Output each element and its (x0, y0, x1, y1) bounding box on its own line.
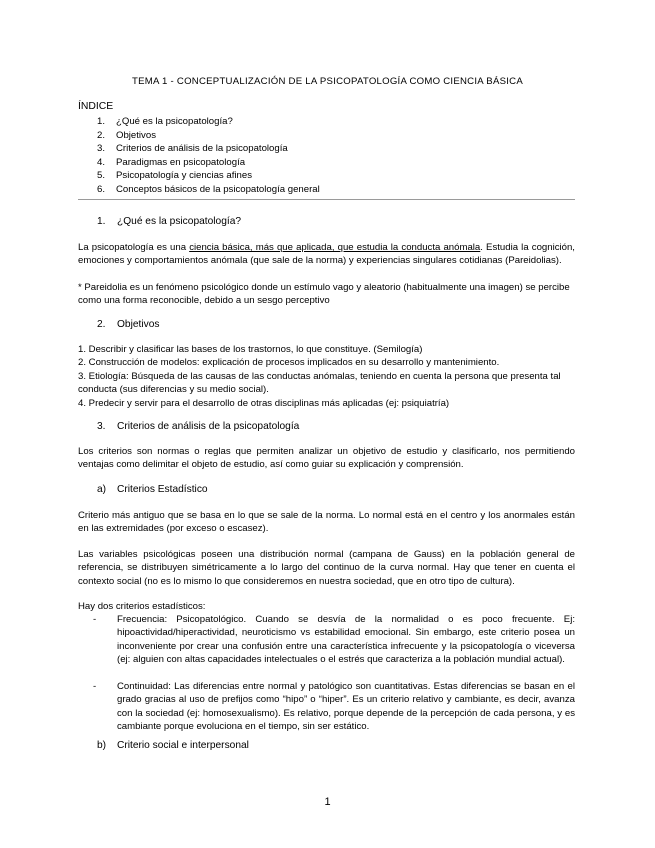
objective-item: 1. Describir y clasificar las bases de los trastornos, lo que constituye. (Semilogía) (78, 344, 423, 355)
toc-number: 4. (97, 156, 106, 168)
section-1-heading (97, 216, 241, 227)
list-item (93, 680, 575, 734)
statistical-criteria-list (93, 613, 575, 734)
underlined-text: ciencia básica, más que aplicada, que estudia la conducta anómala (189, 242, 481, 253)
bullet-text: Frecuencia: Psicopatológico. Cuando se desvía de la normalidad o es poco frecuente. Ej: hipoactividad/hiperactividad, neuroticismo vs estabilidad emocional. Sin embargo, este criterio posea un inconveniente por crear una confusión entre una característica infrecuente y la psicopatología o viceversa (ej: alguien con altas capacidades intelectuales o el estrés que caracteriza a la población mundial actual). (117, 614, 575, 666)
subsection-a-heading (97, 484, 208, 495)
objective-item: 4. Predecir y servir para el desarrollo de otras disciplinas más aplicadas (ej: psiquiatría) (78, 397, 450, 409)
section-number: 3. (97, 421, 106, 432)
section-2-heading (97, 319, 159, 330)
toc-text: Conceptos básicos de la psicopatología general (116, 183, 320, 195)
toc-number: 6. (97, 183, 106, 195)
pareidolia-note: * Pareidolia es un fenómeno psicológico donde un estímulo vago y aleatorio (habitualmente una imagen) se percibe como una forma reconocible, debido a un sesgo perceptivo (78, 282, 570, 307)
subsection-b-heading (97, 740, 249, 751)
bullet-dash: - (93, 614, 97, 625)
document-title: TEMA 1 - CONCEPTUALIZACIÓN DE LA PSICOPATOLOGÍA COMO CIENCIA BÁSICA (132, 76, 523, 87)
toc-item (97, 156, 320, 170)
subsection-title: Criterio social e interpersonal (117, 740, 249, 751)
toc-text: Objetivos (116, 129, 156, 141)
objectives-list (78, 343, 575, 410)
gauss-paragraph: Las variables psicológicas poseen una distribución normal (campana de Gauss) en la población general de referencia, se distribuyen simétricamente a lo largo del continuo de la curva normal. Hay que tener en cuenta el contexto social (no es lo mismo lo que consideremos en nuestra sociedad, que en otro tipo de cultura). (78, 549, 575, 587)
section-title: Objetivos (117, 319, 160, 330)
toc-number: 5. (97, 170, 106, 182)
toc-item (97, 129, 320, 143)
toc-text: ¿Qué es la psicopatología? (116, 116, 233, 127)
section-title: Criterios de análisis de la psicopatología (117, 421, 300, 432)
objective-item: 3. Etiología: Búsqueda de las causas de las conductas anómalas, teniendo en cuenta la persona que presenta tal conducta (sus diferencias y su medio social). (78, 370, 561, 396)
toc-item (97, 183, 320, 197)
section-title: ¿Qué es la psicopatología? (117, 216, 242, 227)
index-label: ÍNDICE (78, 101, 114, 112)
horizontal-divider (78, 199, 575, 200)
section-number: 2. (97, 319, 106, 330)
text-run: . Estudia la cognición, emociones y comportamientos anómala (que sale de la norma) y experiencias singulares cotidianas (Pareidolias). (78, 242, 575, 267)
toc-text: Paradigmas en psicopatología (116, 156, 246, 168)
toc-item (97, 115, 320, 129)
toc-number: 1. (97, 116, 106, 127)
toc-number: 3. (97, 143, 106, 155)
section-1-paragraph (78, 241, 575, 268)
statistical-criteria-lead: Hay dos criterios estadísticos: (78, 601, 206, 612)
criteria-intro: Los criterios son normas o reglas que permiten analizar un objetivo de estudio y clasificarlo, nos permitiendo ventajas como delimitar el objeto de estudio, así como guiar su explicación y comprensión. (78, 446, 575, 471)
subsection-label: b) (97, 740, 107, 751)
table-of-contents (97, 115, 320, 197)
statistical-criterion-paragraph: Criterio más antiguo que se basa en lo que se sale de la norma. Lo normal está en el centro y los anormales están en las extremidades (por exceso o escasez). (78, 510, 575, 535)
toc-text: Psicopatología y ciencias afines (116, 170, 252, 182)
bullet-dash: - (93, 681, 97, 693)
toc-number: 2. (97, 129, 106, 141)
subsection-label: a) (97, 484, 107, 495)
toc-item (97, 169, 320, 183)
section-number: 1. (97, 216, 106, 227)
bullet-text: Continuidad: Las diferencias entre normal y patológico son cuantitativas. Estas diferencias se basan en el grado gracias al uso de prefijos como “hipo” o “hiper”. Es un criterio relativo y cambiante, es decir, avanza con la sociedad (ej: homosexualismo). Es relativo, porque depende de la percepción de cada persona, y es cambiante porque evoluciona en el tiempo, sin ser estático. (117, 681, 575, 733)
toc-text: Criterios de análisis de la psicopatología (116, 143, 288, 155)
page-number: 1 (324, 796, 331, 808)
objective-item: 2. Construcción de modelos: explicación de procesos implicados en su desarrollo y mantenimiento. (78, 357, 500, 369)
subsection-title: Criterios Estadístico (117, 484, 208, 495)
list-item (93, 613, 575, 667)
section-3-heading (97, 421, 299, 432)
text-run: La psicopatología es una (78, 242, 190, 253)
toc-item (97, 142, 320, 156)
